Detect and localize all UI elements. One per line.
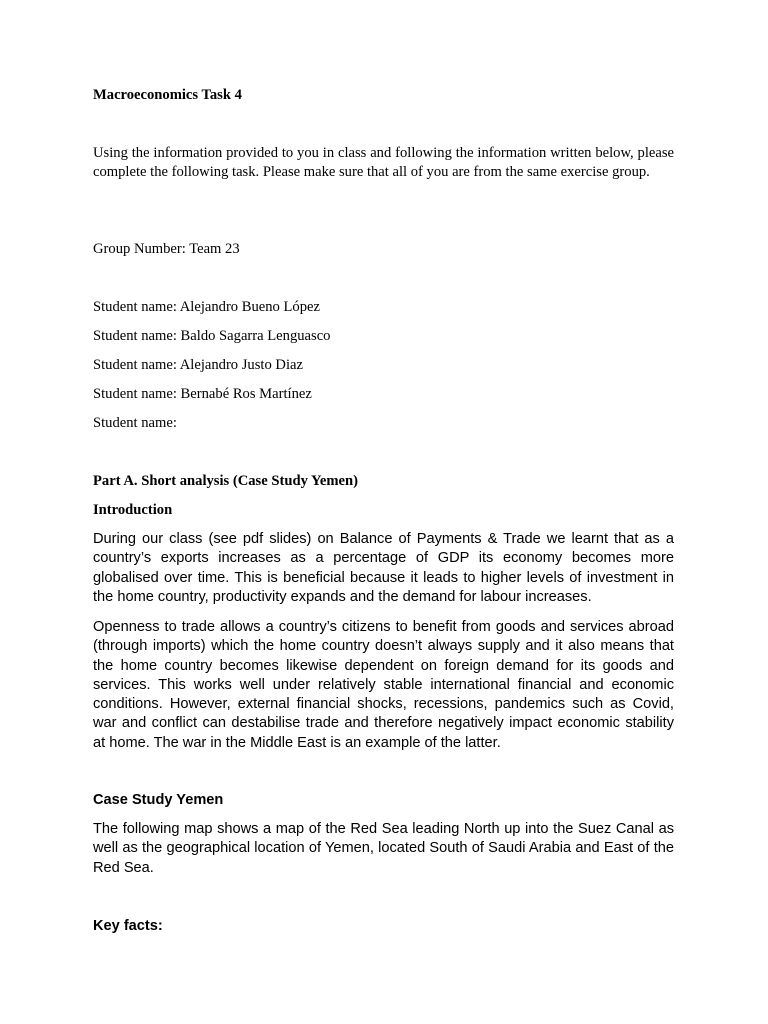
intro-paragraph-1: During our class (see pdf slides) on Balance of Payments & Trade we learnt that as a country’s exports increases as a percentage of GDP its economy becomes more globalised over time. This is beneficial because it leads to higher levels of investment in the home country, productivity expands and the demand for labour increases. bbox=[93, 531, 674, 605]
key-facts-heading: Key facts: bbox=[93, 918, 163, 934]
document-title: Macroeconomics Task 4 bbox=[93, 87, 242, 103]
case-study-heading: Case Study Yemen bbox=[93, 792, 224, 808]
student-name-5: Student name: bbox=[93, 415, 177, 431]
case-study-paragraph: The following map shows a map of the Red Sea leading North up into the Suez Canal as well as the geographical location of Yemen, located South of Saudi Arabia and East of the Red Sea. bbox=[93, 821, 674, 876]
student-name-3: Student name: Alejandro Justo Diaz bbox=[93, 357, 303, 373]
instructions-paragraph: Using the information provided to you in class and following the information written below, please complete the following task. Please make sure that all of you are from the same exercise group. bbox=[93, 145, 674, 181]
student-name-1: Student name: Alejandro Bueno López bbox=[93, 299, 320, 315]
part-a-heading: Part A. Short analysis (Case Study Yemen) bbox=[93, 473, 358, 489]
student-name-2: Student name: Baldo Sagarra Lenguasco bbox=[93, 328, 331, 344]
intro-paragraph-2: Openness to trade allows a country’s citizens to benefit from goods and services abroad (through imports) which the home country doesn’t always supply and it also means that the home country becomes likewise dependent on foreign demand for its goods and services. This works well under relatively stable international financial and economic conditions. However, external financial shocks, recessions, pandemics such as Covid, war and conflict can destabilise trade and therefore negatively impact economic stability at home. The war in the Middle East is an example of the latter. bbox=[93, 619, 674, 751]
group-number: Group Number: Team 23 bbox=[93, 241, 240, 257]
introduction-heading: Introduction bbox=[93, 502, 173, 518]
student-name-4: Student name: Bernabé Ros Martínez bbox=[93, 386, 312, 402]
